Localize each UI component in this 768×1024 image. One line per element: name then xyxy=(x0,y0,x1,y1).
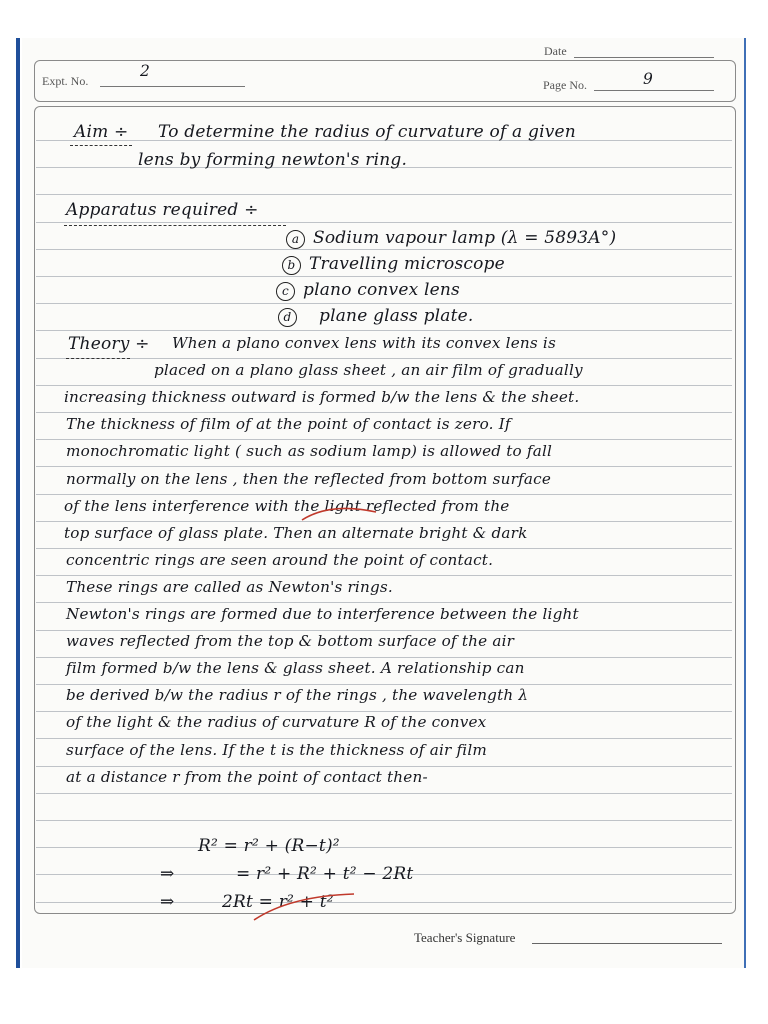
apparatus-item-text: plano convex lens xyxy=(303,280,460,300)
expt-no-field xyxy=(100,86,245,87)
theory-line: When a plano convex lens with its convex lens is xyxy=(172,334,556,352)
theory-underline xyxy=(66,358,130,359)
ruled-line xyxy=(36,847,732,848)
theory-line: The thickness of film of at the point of contact is zero. If xyxy=(66,415,511,434)
ruled-line xyxy=(36,684,732,685)
ruled-line xyxy=(36,602,732,603)
theory-line: placed on a plano glass sheet , an air film of gradually xyxy=(154,361,583,380)
theory-label: Theory ÷ xyxy=(68,334,150,354)
apparatus-label: Apparatus required ÷ xyxy=(66,200,259,220)
ruled-line xyxy=(36,439,732,440)
theory-line: at a distance r from the point of contact then- xyxy=(66,767,428,786)
aim-label: Aim ÷ xyxy=(74,122,129,142)
theory-line: normally on the lens , then the reflected from bottom surface xyxy=(66,469,552,488)
ruled-line xyxy=(36,222,732,223)
ruled-line xyxy=(36,521,732,522)
expt-no-value: 2 xyxy=(140,62,151,80)
theory-line: increasing thickness outward is formed b/w the lens & the sheet. xyxy=(64,388,580,407)
ruled-line xyxy=(36,385,732,386)
ruled-line xyxy=(36,194,732,195)
red-correction-mark xyxy=(300,500,380,530)
signature-line xyxy=(532,943,722,944)
equation-3-prefix: ⇒ xyxy=(160,892,175,912)
ruled-line xyxy=(36,276,732,277)
theory-line: These rings are called as Newton's rings. xyxy=(66,577,393,596)
marker-d: d xyxy=(278,308,297,327)
equation-2-prefix: ⇒ xyxy=(160,864,175,884)
page-no-label: Page No. xyxy=(543,78,587,92)
equation-1: R² = r² + (R−t)² xyxy=(198,836,340,856)
theory-line: of the lens interference with the light reflected from the xyxy=(64,496,510,515)
teachers-signature-label: Teacher's Signature xyxy=(414,930,516,945)
ruled-line xyxy=(36,548,732,549)
date-label: Date xyxy=(544,44,567,58)
theory-line: concentric rings are seen around the point of contact. xyxy=(66,550,494,569)
ruled-line xyxy=(36,657,732,658)
theory-line: film formed b/w the lens & glass sheet. A relationship can xyxy=(66,659,525,678)
ruled-line xyxy=(36,793,732,794)
theory-line: surface of the lens. If the t is the thickness of air film xyxy=(66,740,488,759)
ruled-line xyxy=(36,902,732,903)
ruled-line xyxy=(36,303,732,304)
theory-line: be derived b/w the radius r of the rings , the wavelength λ xyxy=(66,686,529,705)
apparatus-underline xyxy=(64,225,286,226)
aim-line-1: To determine the radius of curvature of a given xyxy=(158,122,576,142)
ruled-line xyxy=(36,630,732,631)
theory-line: waves reflected from the top & bottom surface of the air xyxy=(66,632,515,651)
apparatus-item-text: Travelling microscope xyxy=(309,254,505,274)
ruled-line xyxy=(36,330,732,331)
notebook-spine xyxy=(16,38,20,968)
ruled-line xyxy=(36,738,732,739)
apparatus-item-d xyxy=(278,306,474,327)
ruled-line xyxy=(36,358,732,359)
theory-line: of the light & the radius of curvature R of the convex xyxy=(66,713,487,732)
apparatus-item-a xyxy=(286,228,616,249)
marker-b: b xyxy=(282,256,301,275)
apparatus-item-c xyxy=(276,280,460,301)
page-no-field xyxy=(594,90,714,91)
date-field xyxy=(574,57,714,58)
theory-line: monochromatic light ( such as sodium lamp) is allowed to fall xyxy=(66,442,553,461)
theory-line: Newton's rings are formed due to interference between the light xyxy=(66,605,579,623)
aim-underline xyxy=(70,145,132,146)
ruled-line xyxy=(36,575,732,576)
equation-3: 2Rt = r² + t² xyxy=(222,892,334,912)
apparatus-item-text: plane glass plate. xyxy=(319,306,474,326)
red-tick-mark xyxy=(250,890,360,930)
apparatus-item-text: Sodium vapour lamp (λ = 5893A°) xyxy=(313,228,617,248)
equation-2: = r² + R² + t² − 2Rt xyxy=(236,864,414,884)
ruled-line xyxy=(36,249,732,250)
marker-a: a xyxy=(286,230,305,249)
expt-no-label: Expt. No. xyxy=(42,74,89,88)
ruled-line xyxy=(36,711,732,712)
ruled-line xyxy=(36,820,732,821)
page-no-value: 9 xyxy=(643,70,654,88)
marker-c: c xyxy=(276,282,295,301)
ruled-line xyxy=(36,412,732,413)
ruled-line xyxy=(36,494,732,495)
ruled-line xyxy=(36,466,732,467)
apparatus-item-b xyxy=(282,254,505,275)
theory-line: top surface of glass plate. Then an alternate bright & dark xyxy=(64,523,528,542)
aim-line-2: lens by forming newton's ring. xyxy=(138,150,408,170)
